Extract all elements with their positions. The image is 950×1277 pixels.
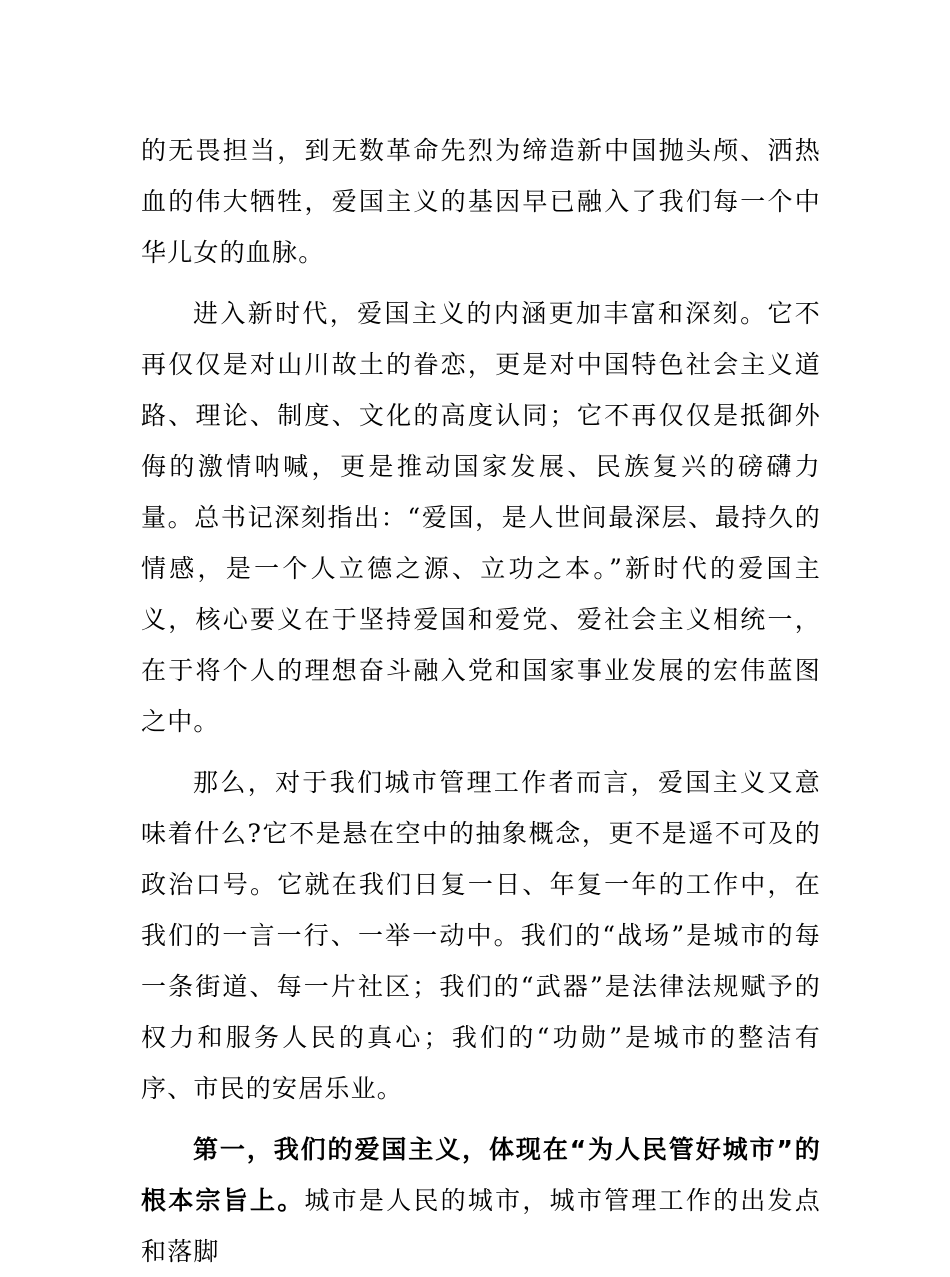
first-point-heading: 第一，我们的爱国主义，体现在“为人民管好城市”的根本宗旨上。 — [141, 1135, 821, 1215]
paragraph-urban-management-meaning: 那么，对于我们城市管理工作者而言，爱国主义又意味着什么?它不是悬在空中的抽象概念，更不是遥不可及的政治口号。它就在我们日复一日、年复一年的工作中，在我们的一言一行、一举一动中。我们的“战场”是城市的每一条街道、每一片社区；我们的“武器”是法律法规赋予的权力和服务人民的真心；我们的“功勋”是城市的整洁有序、市民的安居乐业。 — [141, 768, 821, 1103]
paragraph-first-point — [141, 1124, 821, 1277]
document-page — [141, 125, 821, 1277]
paragraph-new-era-patriotism: 进入新时代，爱国主义的内涵更加丰富和深刻。它不再仅仅是对山川故土的眷恋，更是对中国特色社会主义道路、理论、制度、文化的高度认同；它不再仅仅是抵御外侮的激情呐喊，更是推动国家发展、民族复兴的磅礴力量。总书记深刻指出：“爱国，是人世间最深层、最持久的情感，是一个人立德之源、立功之本。”新时代的爱国主义，核心要义在于坚持爱国和爱党、爱社会主义相统一，在于将个人的理想奋斗融入党和国家事业发展的宏伟蓝图之中。 — [141, 299, 821, 736]
first-point-body: 城市是人民的城市，城市管理工作的出发点和落脚 — [141, 1186, 821, 1266]
paragraph-continuation: 的无畏担当，到无数革命先烈为缔造新中国抛头颅、洒热血的伟大牺牲，爱国主义的基因早已融入了我们每一个中华儿女的血脉。 — [141, 136, 821, 267]
